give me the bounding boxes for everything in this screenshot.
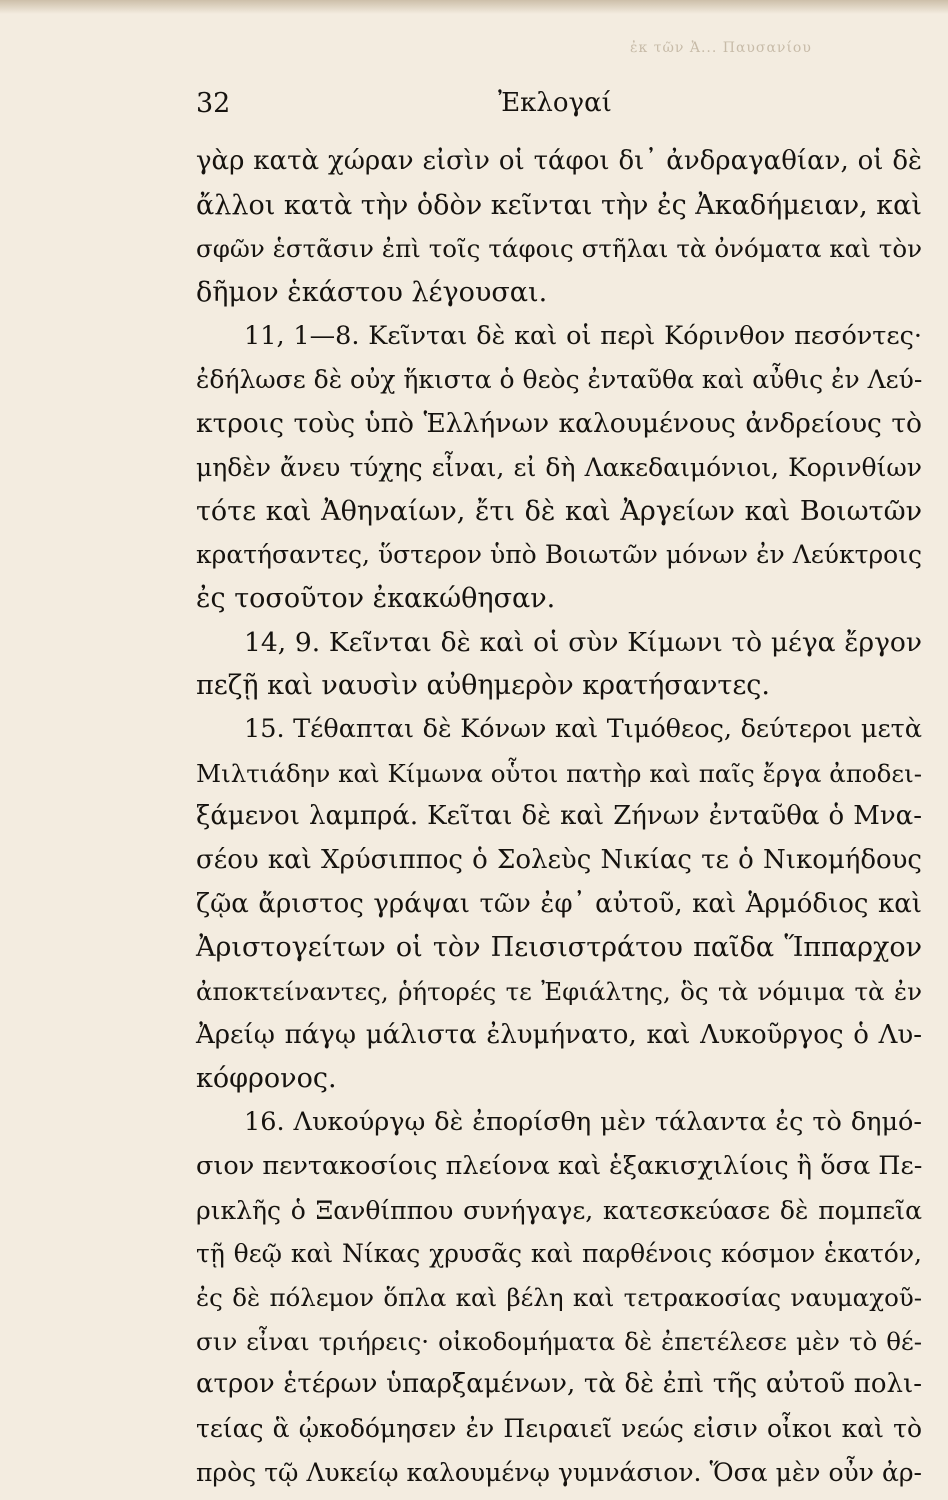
text-line: κρατήσαντες, ὕστερον ὑπὸ Βοιωτῶν μόνων ἐν Λεύκτροις	[196, 540, 922, 570]
text-line: σιν εἶναι τριήρεις· οἰκοδομήματα δὲ ἐπετέλεσε μὲν τὸ θέ-	[196, 1326, 922, 1356]
text-line: γὰρ κατὰ χώραν εἰσὶν οἱ τάφοι δι᾿ ἀνδραγαθίαν, οἱ δὲ	[196, 146, 922, 176]
running-head: Ἐκλογαί	[498, 88, 612, 118]
text-line: τότε καὶ Ἀθηναίων, ἔτι δὲ καὶ Ἀργείων καὶ Βοιωτῶν	[196, 495, 922, 527]
text-line: πρὸς τῷ Λυκείῳ καλουμένῳ γυμνάσιον. Ὅσα μὲν οὖν ἀρ-	[196, 1457, 922, 1487]
text-line: τείας ἃ ᾠκοδόμησεν ἐν Πειραιεῖ νεώς εἰσιν οἶκοι καὶ τὸ	[196, 1413, 922, 1443]
text-line: ἀποκτείναντες, ῥήτορές τε Ἐφιάλτης, ὃς τὰ νόμιμα τὰ ἐν	[196, 977, 922, 1007]
section-start-16: 16. Λυκούργῳ δὲ ἐπορίσθη μὲν τάλαντα ἐς τὸ δημό-	[244, 1107, 922, 1138]
section-start-11: 11, 1—8. Κεῖνται δὲ καὶ οἱ περὶ Κόρινθον πεσόντες·	[244, 320, 922, 351]
text-line: κόφρονος.	[196, 1063, 337, 1095]
text-line: Ἀριστογείτων οἱ τὸν Πεισιστράτου παῖδα Ἵππαρχον	[196, 932, 922, 964]
body-text	[196, 140, 922, 1494]
text-line: ἐδήλωσε δὲ οὐχ ἥκιστα ὁ θεὸς ἐνταῦθα καὶ αὖθις ἐν Λεύ-	[196, 365, 923, 395]
page-edge-shadow	[0, 0, 948, 14]
page-number: 32	[196, 88, 231, 119]
text-line: σφῶν ἑστᾶσιν ἐπὶ τοῖς τάφοις στῆλαι τὰ ὀνόματα καὶ τὸν	[196, 234, 922, 264]
text-line: μηδὲν ἄνευ τύχης εἶναι, εἰ δὴ Λακεδαιμόνιοι, Κορινθίων	[196, 452, 922, 482]
section-start-15: 15. Τέθαπται δὲ Κόνων καὶ Τιμόθεος, δεύτεροι μετὰ	[244, 713, 922, 744]
text-line: ἐς τοσοῦτον ἐκακώθησαν.	[196, 582, 556, 614]
text-line: σέου καὶ Χρύσιππος ὁ Σολεὺς Νικίας τε ὁ Νικομήδους	[196, 845, 922, 875]
text-line: ξάμενοι λαμπρά. Κεῖται δὲ καὶ Ζήνων ἐνταῦθα ὁ Μνα-	[196, 801, 922, 832]
text-line: ἄλλοι κατὰ τὴν ὁδὸν κεῖνται τὴν ἐς Ἀκαδήμειαν, καὶ	[196, 189, 922, 221]
text-line: δῆμον ἑκάστου λέγουσαι.	[196, 277, 548, 309]
text-line: ζῷα ἄριστος γράψαι τῶν ἐφ᾿ αὐτοῦ, καὶ Ἁρμόδιος καὶ	[196, 888, 922, 919]
text-line: Ἀρείῳ πάγῳ μάλιστα ἐλυμήνατο, καὶ Λυκοῦργος ὁ Λυ-	[196, 1019, 922, 1050]
text-line: κτροις τοὺς ὑπὸ Ἑλλήνων καλουμένους ἀνδρείους τὸ	[196, 408, 922, 440]
text-line: πεζῇ καὶ ναυσὶν αὐθημερὸν κρατήσαντες.	[196, 670, 771, 702]
show-through-header: ἐκ τῶν Ἀ... Παυσανίου	[630, 40, 812, 56]
text-line: ρικλῆς ὁ Ξανθίππου συνήγαγε, κατεσκεύασε δὲ πομπεῖα	[196, 1195, 922, 1225]
text-line: τῇ θεῷ καὶ Νίκας χρυσᾶς καὶ παρθένοις κόσμον ἑκατόν,	[196, 1239, 922, 1269]
text-line: σιον πεντακοσίοις πλείονα καὶ ἑξακισχιλίοις ἢ ὅσα Πε-	[196, 1150, 923, 1181]
section-start-14: 14, 9. Κεῖνται δὲ καὶ οἱ σὺν Κίμωνι τὸ μέγα ἔργον	[244, 626, 922, 658]
text-line: ατρον ἑτέρων ὑπαρξαμένων, τὰ δὲ ἐπὶ τῆς αὐτοῦ πολι-	[196, 1369, 922, 1400]
text-line: ἐς δὲ πόλεμον ὅπλα καὶ βέλη καὶ τετρακοσίας ναυμαχοῦ-	[196, 1282, 922, 1312]
text-line: Μιλτιάδην καὶ Κίμωνα οὗτοι πατὴρ καὶ παῖς ἔργα ἀποδει-	[196, 758, 922, 788]
